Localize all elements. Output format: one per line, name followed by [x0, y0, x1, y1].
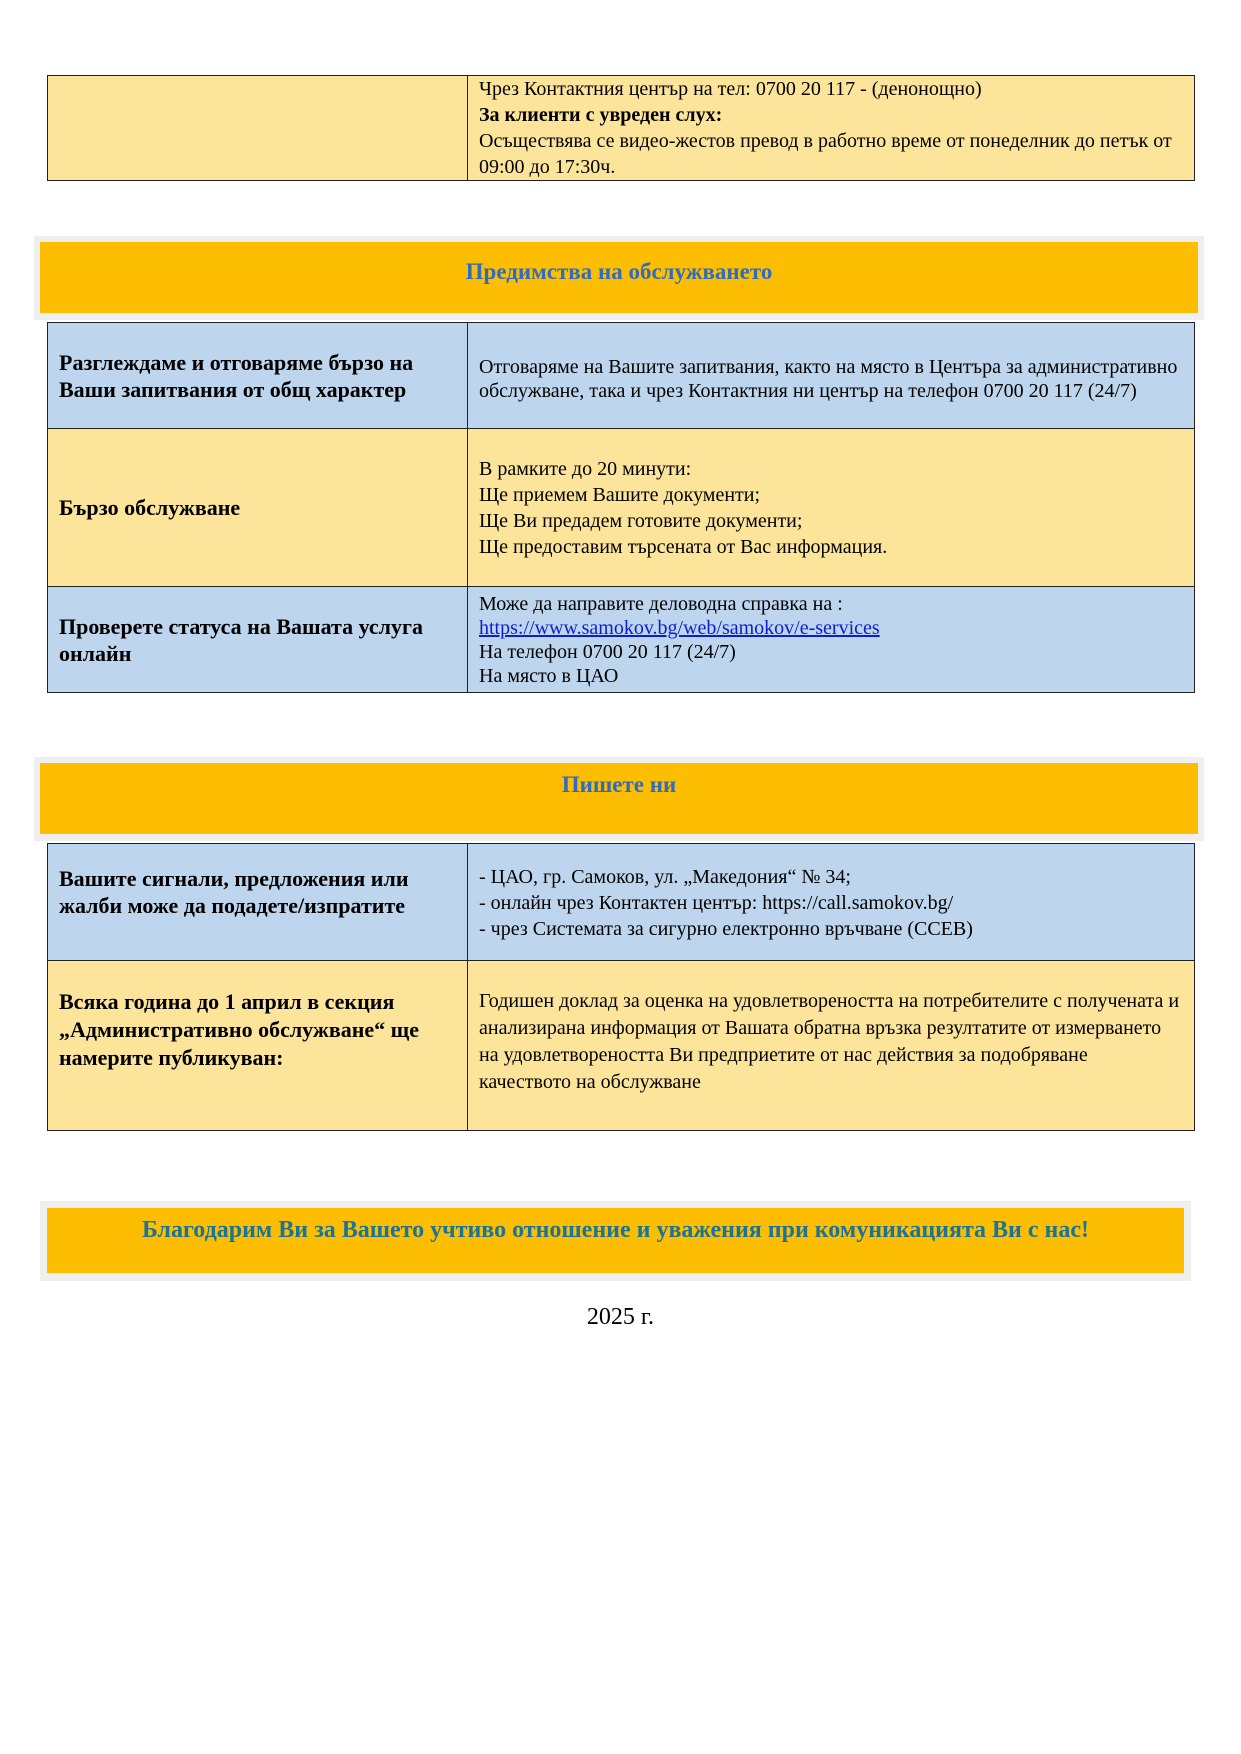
row-label: Вашите сигнали, предложения или жалби може да подадете/изпратите [48, 844, 468, 961]
e-services-link[interactable]: https://www.samokov.bg/web/samokov/e-services [479, 616, 880, 639]
table-row [48, 844, 1195, 961]
status-line: Може да направите деловодна справка на : [479, 592, 843, 615]
table-row [48, 76, 1195, 181]
table-row [48, 587, 1195, 693]
status-line: На телефон 0700 20 117 (24/7) [479, 640, 736, 663]
table-row [48, 961, 1195, 1131]
write-us-title: Пишете ни [40, 763, 1198, 834]
write-us-banner [34, 757, 1204, 841]
row-label: Проверете статуса на Вашата услуга онлайн [48, 587, 468, 693]
row-text: Отговаряме на Вашите запитвания, както на място в Центъра за административно обслужване, така и чрез Контактния ни център на телефон 0700 20 117 (24/7) [468, 323, 1195, 429]
table-row [48, 323, 1195, 429]
contact-cell [468, 76, 1195, 181]
row-list [468, 429, 1195, 587]
list-item: Ще предоставим търсената от Вас информация. [479, 535, 888, 558]
row-label: Всяка година до 1 април в секция „Административно обслужване“ ще намерите публикуван: [48, 961, 468, 1131]
contact-table [47, 75, 1195, 181]
advantages-table [47, 322, 1195, 693]
empty-cell [48, 76, 468, 181]
row-label: Бързо обслужване [48, 429, 468, 587]
row-status-info [468, 587, 1195, 693]
thanks-banner [40, 1201, 1191, 1281]
contact-phone-line: Чрез Контактния център на тел: 0700 20 117 - (денонощно) [479, 78, 982, 100]
list-item: - чрез Системата за сигурно електронно връчване (ССЕВ) [479, 918, 973, 940]
status-line: На място в ЦАО [479, 664, 619, 687]
sign-language-text: Осъществява се видео-жестов превод в работно време от понеделник до петък от 09:00 до 17:30ч. [479, 130, 1172, 178]
list-item: Ще Ви предадем готовите документи; [479, 509, 803, 532]
list-item: В рамките до 20 минути: [479, 457, 692, 480]
row-text: Годишен доклад за оценка на удовлетвореността на потребителите с получената и анализирана информация от Вашата обратна връзка резултатите от измерването на удовлетвореността Ви предприетите от нас действия за подобряване качеството на обслужване [468, 961, 1195, 1131]
year-text: 2025 г. [586, 1304, 655, 1330]
advantages-banner [34, 236, 1204, 320]
advantages-title: Предимства на обслужването [40, 242, 1198, 313]
row-label: Разглеждаме и отговаряме бързо на Ваши запитвания от общ характер [48, 323, 468, 429]
table-row [48, 429, 1195, 587]
row-list [468, 844, 1195, 961]
hearing-impaired-heading: За клиенти с увреден слух: [479, 104, 723, 126]
write-us-table [47, 843, 1195, 1131]
list-item: - онлайн чрез Контактен център: https://call.samokov.bg/ [479, 892, 954, 914]
list-item: - ЦАО, гр. Самоков, ул. „Македония“ № 34; [479, 866, 851, 888]
list-item: Ще приемем Вашите документи; [479, 483, 761, 506]
thanks-text: Благодарим Ви за Вашето учтиво отношение и уважения при комуникацията Ви с нас! [47, 1208, 1184, 1273]
